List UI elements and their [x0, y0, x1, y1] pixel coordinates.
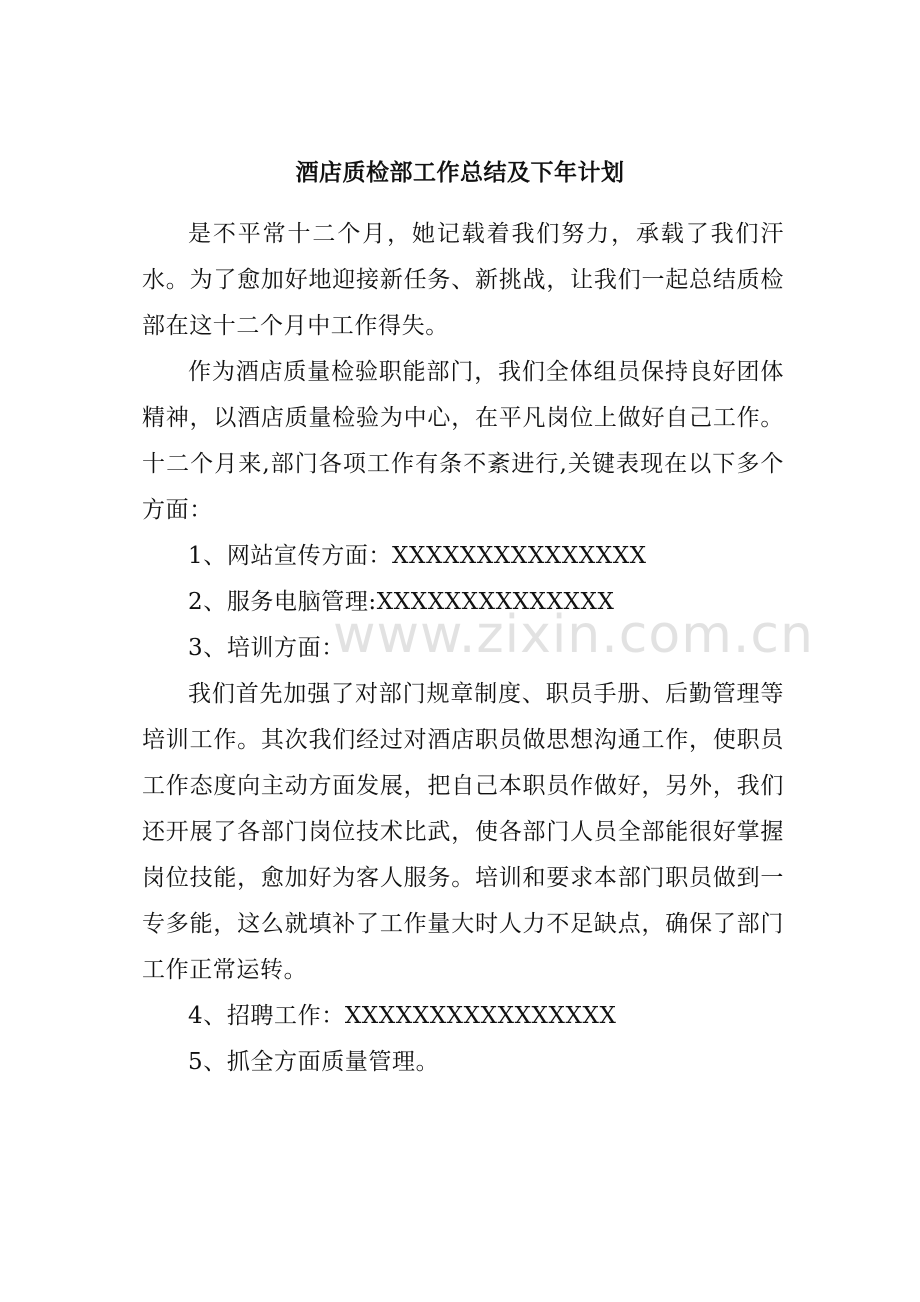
list-item-website: 1、网站宣传方面：XXXXXXXXXXXXXXX [188, 543, 647, 569]
document-title: 酒店质检部工作总结及下年计划 [295, 160, 625, 186]
list-item-computer: 2、服务电脑管理:XXXXXXXXXXXXXX [188, 589, 615, 615]
list-item-quality: 5、抓全方面质量管理。 [188, 1049, 440, 1075]
department-paragraph: 作为酒店质量检验职能部门，我们全体组员保持良好团体精神，以酒店质量检验为中心，在平凡岗位上做好自己工作。十二个月来,部门各项工作有条不紊进行,关键表现在以下多个方面： [142, 359, 784, 523]
training-paragraph: 我们首先加强了对部门规章制度、职员手册、后勤管理等培训工作。其次我们经过对酒店职员做思想沟通工作，使职员工作态度向主动方面发展，把自己本职员作做好，另外，我们还开展了各部门岗位技术比武，使各部门人员全部能很好掌握岗位技能，愈加好为客人服务。培训和要求本部门职员做到一专多能，这么就填补了工作量大时人力不足缺点，确保了部门工作正常运转。 [142, 681, 784, 983]
intro-paragraph: 是不平常十二个月，她记载着我们努力，承载了我们汗水。为了愈加好地迎接新任务、新挑战，让我们一起总结质检部在这十二个月中工作得失。 [142, 221, 784, 339]
list-item-training: 3、培训方面： [188, 635, 345, 661]
list-item-recruitment: 4、招聘工作：XXXXXXXXXXXXXXXX [188, 1003, 617, 1029]
watermark-text: www.zixin.com.cn [333, 605, 814, 665]
document-body [142, 211, 784, 1085]
